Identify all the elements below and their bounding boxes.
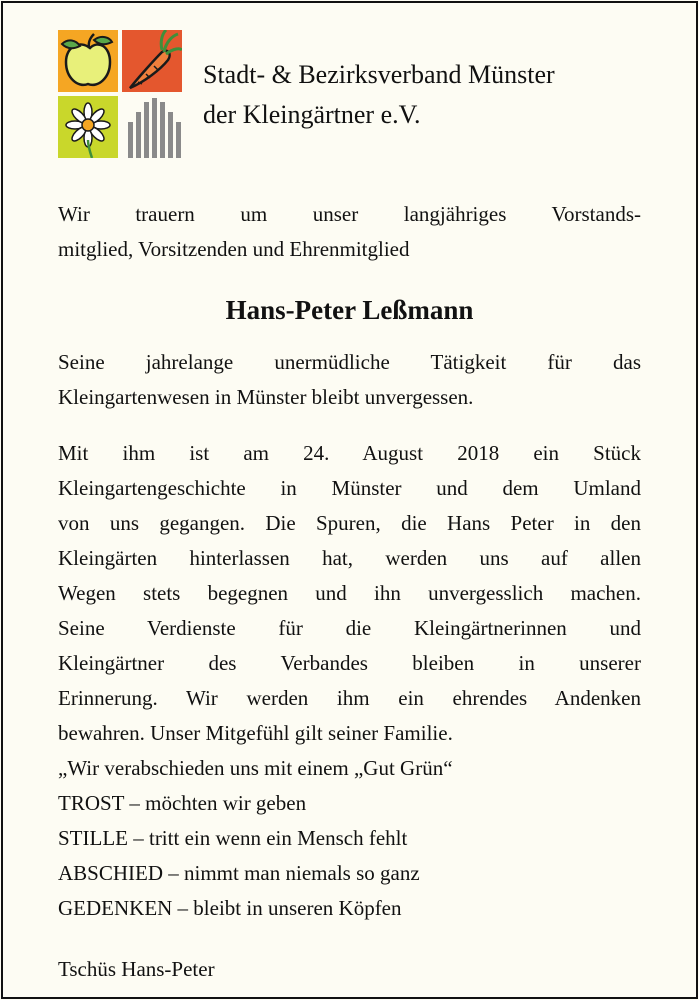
fence-icon bbox=[128, 98, 181, 158]
closing-signature bbox=[58, 952, 641, 987]
poem-line: „Wir verabschieden uns mit einem „Gut Grün“ bbox=[58, 756, 453, 780]
text-line: bewahren. Unser Mitgefühl gilt seiner Familie. bbox=[58, 721, 453, 745]
tribute-paragraph-1 bbox=[58, 345, 641, 415]
poem-line: STILLE – tritt ein wenn ein Mensch fehlt bbox=[58, 826, 408, 850]
text-line: Seine Verdienste für die Kleingärtnerinnen und bbox=[58, 616, 641, 640]
text-line: Wegen stets begegnen und ihn unvergesslich machen. bbox=[58, 581, 641, 605]
poem-line: GEDENKEN – bleibt in unseren Köpfen bbox=[58, 896, 402, 920]
intro-line: mitglied, Vorsitzenden und Ehrenmitglied bbox=[58, 237, 410, 261]
closing-line: Tschüs Hans-Peter bbox=[58, 957, 215, 981]
text-line: Kleingärtner des Verbandes bleiben in unserer bbox=[58, 651, 641, 675]
text-line: Mit ihm ist am 24. August 2018 ein Stück bbox=[58, 441, 641, 465]
association-logo bbox=[58, 30, 182, 158]
text-line: von uns gegangen. Die Spuren, die Hans Peter in den bbox=[58, 511, 641, 535]
text-line: Seine jahrelange unermüdliche Tätigkeit für das bbox=[58, 350, 641, 374]
poem-line: ABSCHIED – nimmt man niemals so ganz bbox=[58, 861, 420, 885]
intro-line: Wir trauern um unser langjähriges Vorstands- bbox=[58, 202, 641, 226]
organization-line-2: der Kleingärtner e.V. bbox=[203, 100, 421, 129]
text-line: Kleingartenwesen in Münster bleibt unvergessen. bbox=[58, 385, 474, 409]
text-line: Kleingärten hinterlassen hat, werden uns auf allen bbox=[58, 546, 641, 570]
deceased-name: Hans-Peter Leßmann bbox=[225, 295, 474, 325]
organization-line-1: Stadt- & Bezirksverband Münster bbox=[203, 60, 555, 89]
tribute-paragraph-2 bbox=[58, 436, 641, 926]
poem-line: TROST – möchten wir geben bbox=[58, 791, 307, 815]
intro-paragraph bbox=[58, 197, 641, 267]
text-line: Kleingartengeschichte in Münster und dem Umland bbox=[58, 476, 641, 500]
organization-name bbox=[203, 55, 555, 135]
text-line: Erinnerung. Wir werden ihm ein ehrendes Andenken bbox=[58, 686, 641, 710]
